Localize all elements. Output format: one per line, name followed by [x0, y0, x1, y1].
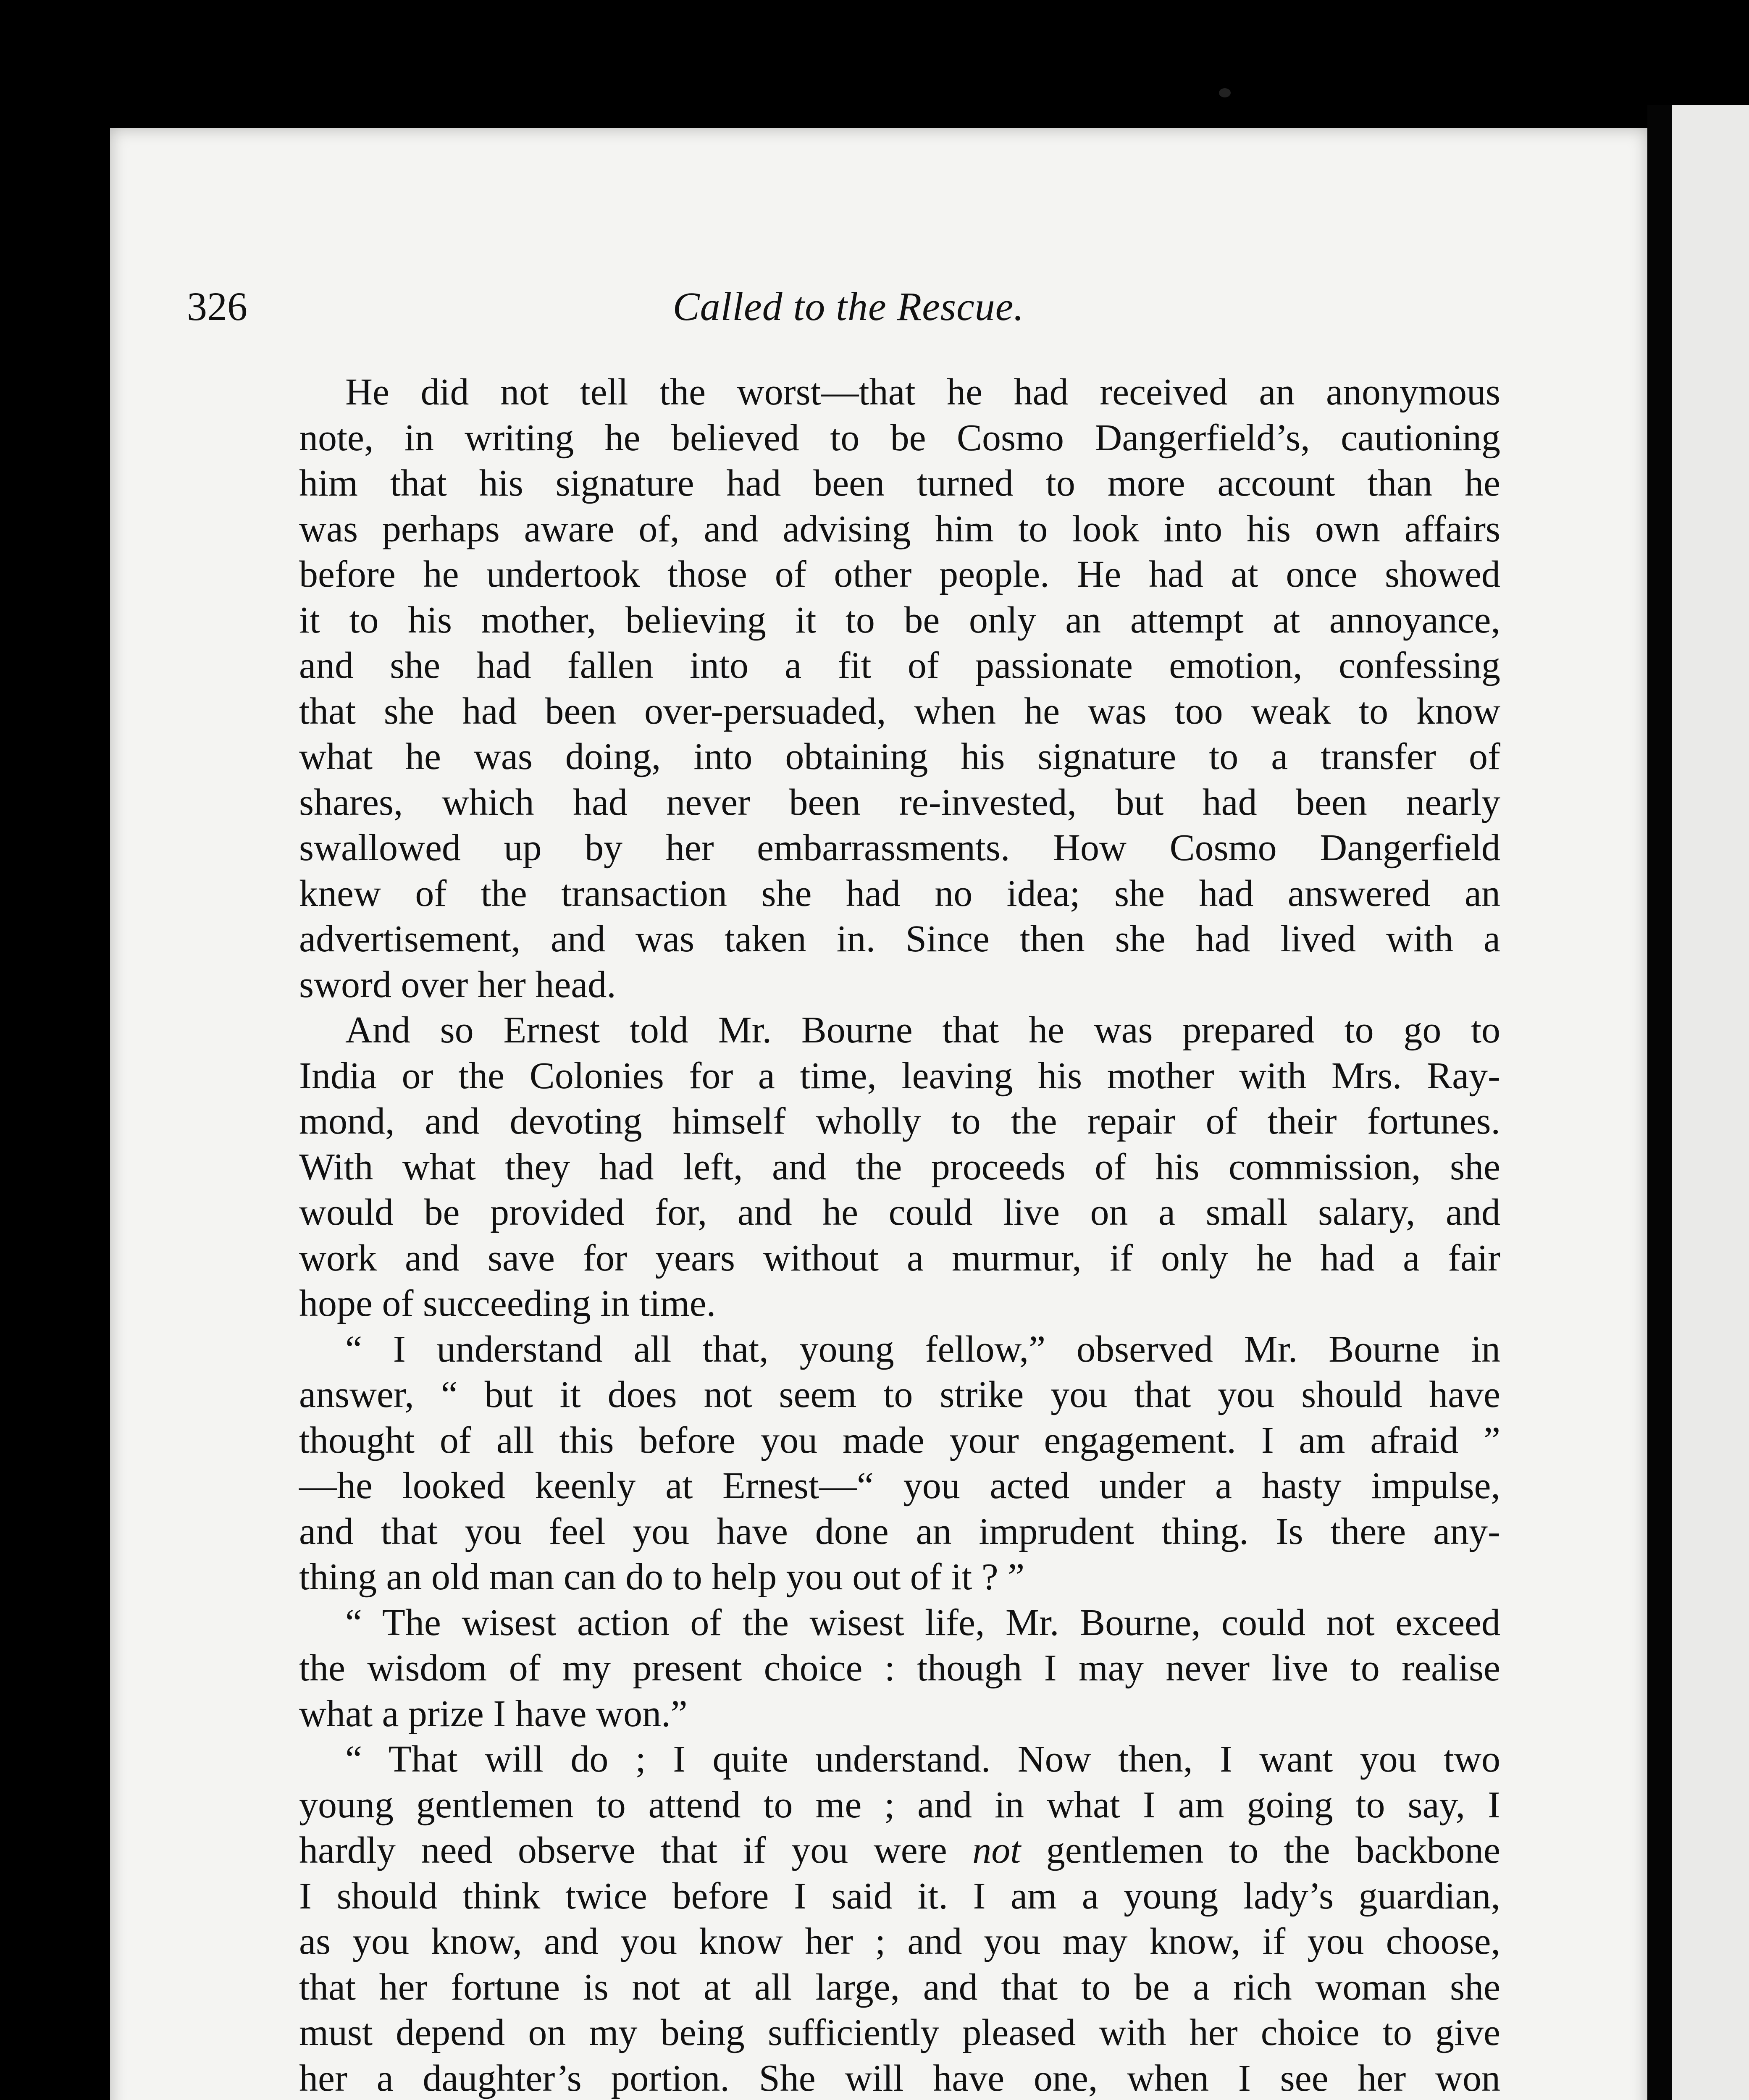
text-line: her a daughter’s portion. She will have one, when I see her won — [299, 2057, 1500, 2099]
text-line: thing an old man can do to help you out of it ? ” — [299, 1556, 1025, 1598]
text-line: hardly need observe that if you were not gentlemen to the backbone — [299, 1830, 1500, 1871]
body-text — [299, 370, 1500, 2100]
page-number: 326 — [187, 284, 247, 329]
text-line: advertisement, and was taken in. Since then she had lived with a — [299, 918, 1500, 960]
text-line: thought of all this before you made your engagement. I am afraid ” — [299, 1419, 1500, 1461]
text-line: With what they had left, and the proceeds of his commission, she — [299, 1146, 1500, 1188]
text-line: I should think twice before I said it. I am a young lady’s guardian, — [299, 1875, 1500, 1917]
text-line: it to his mother, believing it to be only an attempt at annoyance, — [299, 599, 1500, 641]
text-line: knew of the transaction she had no idea; she had answered an — [299, 872, 1500, 914]
text-line: before he undertook those of other people. He had at once showed — [299, 554, 1500, 595]
text-line: that she had been over-persuaded, when he was too weak to know — [299, 690, 1500, 732]
text-line: answer, “ but it does not seem to strike you that you should have — [299, 1374, 1500, 1415]
running-title: Called to the Rescue. — [672, 284, 1024, 329]
text-line: and she had fallen into a fit of passionate emotion, confessing — [299, 645, 1500, 686]
text-line: was perhaps aware of, and advising him to look into his own affairs — [299, 508, 1500, 550]
text-line: that her fortune is not at all large, and that to be a rich woman she — [299, 1966, 1500, 2008]
text-line: him that his signature had been turned to more account than he — [299, 462, 1500, 504]
page-header — [187, 277, 1510, 336]
text-line: —he looked keenly at Ernest—“ you acted under a hasty impulse, — [299, 1465, 1500, 1507]
text-line: sword over her head. — [299, 963, 616, 1005]
text-line: “ That will do ; I quite understand. Now then, I want you two — [345, 1738, 1500, 1780]
text-line: must depend on my being sufficiently pleased with her choice to give — [299, 2012, 1500, 2053]
text-line: swallowed up by her embarrassments. How Cosmo Dangerfield — [299, 827, 1500, 869]
page-gutter — [1647, 105, 1672, 2100]
text-line: note, in writing he believed to be Cosmo Dangerfield’s, cautioning — [299, 417, 1500, 459]
text-line: and that you feel you have done an imprudent thing. Is there any- — [299, 1510, 1500, 1552]
next-page-edge — [1672, 105, 1749, 2100]
text-line: And so Ernest told Mr. Bourne that he was prepared to go to — [345, 1009, 1500, 1051]
text-line: young gentlemen to attend to me ; and in what I am going to say, I — [299, 1784, 1500, 1826]
text-line: what he was doing, into obtaining his signature to a transfer of — [299, 736, 1500, 777]
text-line: “ I understand all that, young fellow,” observed Mr. Bourne in — [345, 1328, 1500, 1370]
text-line: what a prize I have won.” — [299, 1693, 688, 1735]
text-line: shares, which had never been re-invested, but had been nearly — [299, 781, 1500, 823]
text-line: as you know, and you know her ; and you may know, if you choose, — [299, 1921, 1500, 1962]
text-line: hope of succeeding in time. — [299, 1283, 716, 1324]
text-line: mond, and devoting himself wholly to the repair of their fortunes. — [299, 1100, 1500, 1142]
text-line: He did not tell the worst—that he had received an anonymous — [345, 371, 1500, 413]
text-line: “ The wisest action of the wisest life, Mr. Bourne, could not exceed — [345, 1601, 1500, 1643]
text-line: would be provided for, and he could live on a small salary, and — [299, 1192, 1500, 1233]
text-line: work and save for years without a murmur, if only he had a fair — [299, 1237, 1500, 1279]
text-line: India or the Colonies for a time, leaving his mother with Mrs. Ray- — [299, 1055, 1500, 1097]
speck — [1219, 88, 1231, 97]
text-line: the wisdom of my present choice : though I may never live to realise — [299, 1647, 1500, 1689]
